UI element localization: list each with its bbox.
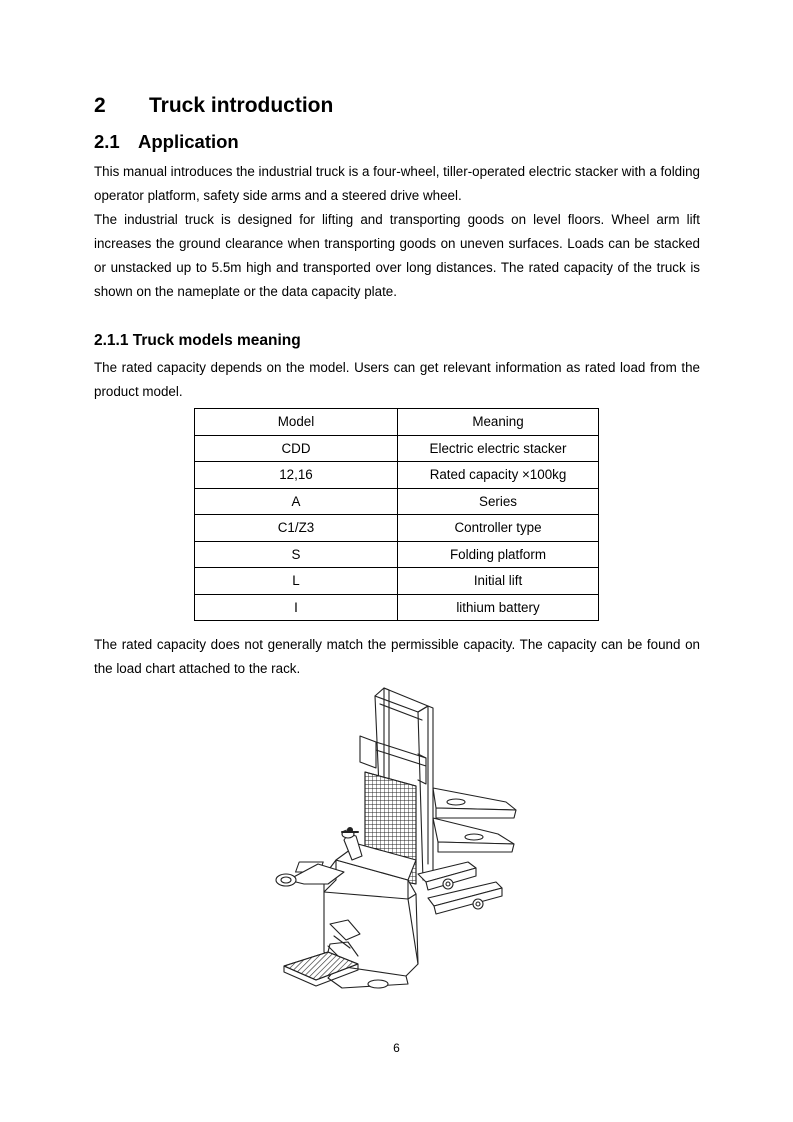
electric-stacker-illustration: [268, 684, 523, 994]
table-row: [195, 594, 599, 621]
design-paragraph: The industrial truck is designed for lifting and transporting goods on level floors. Wheel arm lift increases the ground clearance when transporting goods on uneven surfaces. Loads can be stacked or unstacked up to 5.5m high and transported over long distances. The rated capacity of the truck is shown on the nameplate or the data capacity plate.: [94, 212, 700, 299]
table-header-row: [195, 409, 599, 436]
table-row: [195, 541, 599, 568]
capacity-note-paragraph: The rated capacity does not generally match the permissible capacity. The capacity can be found on the load chart attached to the rack.: [94, 637, 700, 676]
cell-meaning: Series: [398, 488, 599, 515]
section-title: Truck introduction: [149, 94, 334, 117]
cell-model: C1/Z3: [195, 515, 398, 542]
section-number: 2: [94, 94, 106, 117]
cell-meaning: Controller type: [398, 515, 599, 542]
cell-model: 12,16: [195, 462, 398, 489]
cell-meaning: Folding platform: [398, 541, 599, 568]
cell-model: CDD: [195, 435, 398, 462]
header-meaning: Meaning: [398, 409, 599, 436]
model-meaning-table: [194, 408, 599, 621]
table-row: [195, 568, 599, 595]
cell-meaning: Rated capacity ×100kg: [398, 462, 599, 489]
cell-model: L: [195, 568, 398, 595]
models-intro-paragraph: The rated capacity depends on the model. Users can get relevant information as rated load from the product model.: [94, 360, 700, 399]
subsection-title: Application: [138, 131, 239, 152]
page-number: 6: [393, 1041, 400, 1055]
table-row: [195, 462, 599, 489]
cell-model: I: [195, 594, 398, 621]
cell-meaning: Initial lift: [398, 568, 599, 595]
table-row: [195, 488, 599, 515]
subsection-number: 2.1: [94, 131, 120, 152]
models-heading: 2.1.1 Truck models meaning: [94, 332, 301, 349]
subsection-heading: [94, 131, 239, 153]
cell-meaning: Electric electric stacker: [398, 435, 599, 462]
header-model: Model: [195, 409, 398, 436]
table-row: [195, 515, 599, 542]
table-row: [195, 435, 599, 462]
intro-paragraph: This manual introduces the industrial truck is a four-wheel, tiller-operated electric stacker with a folding operator platform, safety side arms and a steered drive wheel.: [94, 164, 700, 203]
cell-meaning: lithium battery: [398, 594, 599, 621]
cell-model: A: [195, 488, 398, 515]
section-heading: [94, 94, 333, 118]
cell-model: S: [195, 541, 398, 568]
